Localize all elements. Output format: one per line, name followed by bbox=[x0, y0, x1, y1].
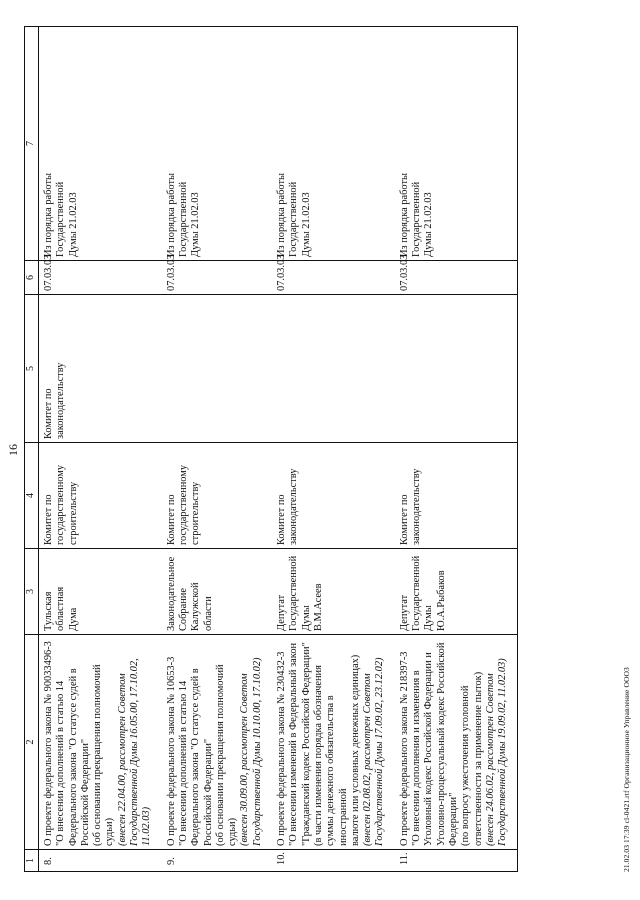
date-cell: 07.03.03 bbox=[395, 261, 518, 295]
row-number: 8. bbox=[39, 850, 162, 872]
bill-description bbox=[39, 635, 162, 850]
source-line: Из порядка работы bbox=[398, 173, 410, 257]
table-row bbox=[272, 27, 395, 872]
column-header-row bbox=[25, 27, 39, 872]
source-cell bbox=[39, 27, 162, 261]
date-cell: 07.03.03 bbox=[272, 261, 395, 295]
initiator-line: Думы bbox=[423, 605, 435, 631]
description-line: О проекте федерального закона № 230432-3 bbox=[276, 651, 288, 846]
source-line: Думы 21.02.03 bbox=[423, 192, 435, 257]
initiator-line: Дума bbox=[67, 607, 79, 631]
initiator-cell bbox=[162, 549, 272, 635]
description-line: Уголовный кодекс Российской Федерации и bbox=[423, 652, 435, 846]
initiator-line: Депутат bbox=[398, 594, 410, 631]
committee-cell bbox=[395, 443, 518, 549]
source-line: Государственной bbox=[288, 181, 300, 257]
initiator-line: Депутат bbox=[276, 594, 288, 631]
table-row bbox=[395, 27, 518, 872]
page-number: 16 bbox=[6, 444, 20, 456]
source-line: Из порядка работы bbox=[165, 173, 177, 257]
committee-line: законодательству bbox=[288, 468, 300, 545]
source-line: Думы 21.02.03 bbox=[190, 192, 202, 257]
source-cell bbox=[272, 27, 395, 261]
history-note-line: (внесен 22.04.00, рассмотрен Советом bbox=[116, 673, 128, 846]
description-line: (по вопросу ужесточения уголовной bbox=[460, 685, 472, 846]
initiator-line: В.М.Асеев bbox=[312, 583, 324, 631]
description-line: Российской Федерации" bbox=[202, 738, 214, 846]
co-committee-line: Комитет по bbox=[43, 388, 54, 439]
source-line: Думы 21.02.03 bbox=[67, 192, 79, 257]
initiator-cell bbox=[272, 549, 395, 635]
description-line: Федерального закона "О статусе судей в bbox=[190, 668, 202, 846]
column-header-3: 3 bbox=[25, 549, 39, 635]
description-line: (об основании прекращения полномочий судьи) bbox=[214, 664, 239, 846]
initiator-line: Государственной bbox=[288, 555, 300, 631]
committee-cell bbox=[162, 443, 272, 549]
initiator-line: Ю.А.Рыбаков bbox=[435, 570, 447, 631]
committee-line: строительству bbox=[190, 481, 202, 545]
description-line: Российской Федерации" bbox=[79, 738, 91, 846]
co-committee-cell bbox=[395, 295, 518, 443]
history-note-line: (внесен 24.06.02, рассмотрен Советом bbox=[484, 673, 496, 846]
committee-line: государственному bbox=[55, 464, 67, 545]
description-line: О проекте федерального закона № 218397-3 bbox=[398, 651, 410, 846]
description-line: суммы денежного обязательства в иностранной bbox=[325, 695, 349, 846]
co-committee-cell bbox=[162, 295, 272, 443]
column-header-4: 4 bbox=[25, 443, 39, 549]
committee-line: Комитет по bbox=[398, 494, 410, 545]
table-row bbox=[39, 27, 162, 872]
description-line: Федерального закона "О статусе судей в bbox=[67, 668, 79, 846]
initiator-line: Государственной bbox=[411, 555, 423, 631]
history-note-line: 11.02.03) bbox=[141, 806, 153, 846]
committee-cell bbox=[272, 443, 395, 549]
description-line: ответственности за применение пыток) bbox=[472, 671, 484, 846]
description-line: (об основании прекращения полномочий судьи) bbox=[92, 664, 116, 846]
footer-text: 21.02.03 17:39 cl-0421.rtf Организационное Управление ООО3 bbox=[622, 667, 631, 872]
committee-line: Комитет по bbox=[165, 494, 177, 545]
column-header-6: 6 bbox=[25, 261, 39, 295]
source-cell bbox=[162, 27, 272, 261]
bill-description bbox=[162, 635, 272, 850]
committee-line: строительству bbox=[67, 481, 79, 545]
column-header-1: 1 bbox=[25, 850, 39, 872]
initiator-line: Тульская областная bbox=[43, 586, 67, 631]
initiator-line: Собрание Калужской bbox=[177, 582, 202, 631]
initiator-line: Законодательное bbox=[165, 556, 177, 631]
source-line: Государственной bbox=[411, 181, 423, 257]
description-line: (в части изменения порядка обозначения bbox=[312, 665, 324, 846]
description-line: "О внесении дополнений в статью 14 bbox=[55, 680, 67, 846]
column-header-7: 7 bbox=[25, 27, 39, 261]
description-line: О проекте федерального закона № 90033496-3 bbox=[43, 641, 54, 846]
committee-cell bbox=[39, 443, 162, 549]
history-note-line: (внесен 02.08.02, рассмотрен Советом bbox=[362, 673, 374, 846]
description-line: валюте или условных денежных единицах) bbox=[349, 654, 361, 846]
source-cell bbox=[395, 27, 518, 261]
history-note-line: Государственной Думы 19.09.02, 11.02.03) bbox=[497, 658, 509, 846]
table-row bbox=[162, 27, 272, 872]
bill-description bbox=[272, 635, 395, 850]
source-line: Государственной bbox=[177, 181, 189, 257]
description-line: "О внесении дополнений в статью 14 bbox=[177, 680, 189, 846]
history-note-line: Государственной Думы 16.05.00, 17.10.02, bbox=[129, 658, 141, 846]
initiator-cell bbox=[39, 549, 162, 635]
history-note-line: Государственной Думы 17.09.02, 23.12.02) bbox=[374, 657, 386, 846]
source-line: Думы 21.02.03 bbox=[300, 192, 312, 257]
committee-line: Комитет по bbox=[43, 494, 54, 545]
row-number: 11. bbox=[395, 850, 518, 872]
table-body bbox=[39, 27, 518, 872]
committee-line: Комитет по bbox=[276, 494, 288, 545]
history-note-line: (внесен 30.09.00, рассмотрен Советом bbox=[239, 673, 251, 846]
row-number: 10. bbox=[272, 850, 395, 872]
committee-line: государственному bbox=[177, 464, 189, 545]
description-line: "Гражданский кодекс Российской Федерации" bbox=[300, 642, 312, 846]
initiator-line: Думы bbox=[300, 605, 312, 631]
column-header-5: 5 bbox=[25, 295, 39, 443]
source-line: Из порядка работы bbox=[276, 173, 288, 257]
column-header-2: 2 bbox=[25, 635, 39, 850]
description-line: Федерации" bbox=[447, 792, 459, 846]
agenda-table bbox=[24, 26, 518, 872]
description-line: "О внесении изменений в Федеральный закон bbox=[288, 642, 300, 846]
committee-line: законодательству bbox=[411, 468, 423, 545]
co-committee-cell bbox=[272, 295, 395, 443]
date-cell: 07.03.03 bbox=[39, 261, 162, 295]
source-line: Государственной bbox=[55, 181, 67, 257]
co-committee-cell bbox=[39, 295, 162, 443]
history-note-line: Государственной Думы 10.10.00, 17.10.02) bbox=[251, 657, 263, 846]
initiator-cell bbox=[395, 549, 518, 635]
source-line: Из порядка работы bbox=[43, 173, 54, 257]
bill-description bbox=[395, 635, 518, 850]
initiator-line: области bbox=[202, 596, 214, 631]
description-line: "О внесении дополнения и изменения в bbox=[411, 670, 423, 846]
co-committee-line: законодательству bbox=[55, 362, 67, 439]
description-line: Уголовно-процессуальный кодекс Российской bbox=[435, 642, 447, 846]
date-cell: 07.03.03 bbox=[162, 261, 272, 295]
row-number: 9. bbox=[162, 850, 272, 872]
description-line: О проекте федерального закона № 10653-3 bbox=[165, 656, 177, 846]
